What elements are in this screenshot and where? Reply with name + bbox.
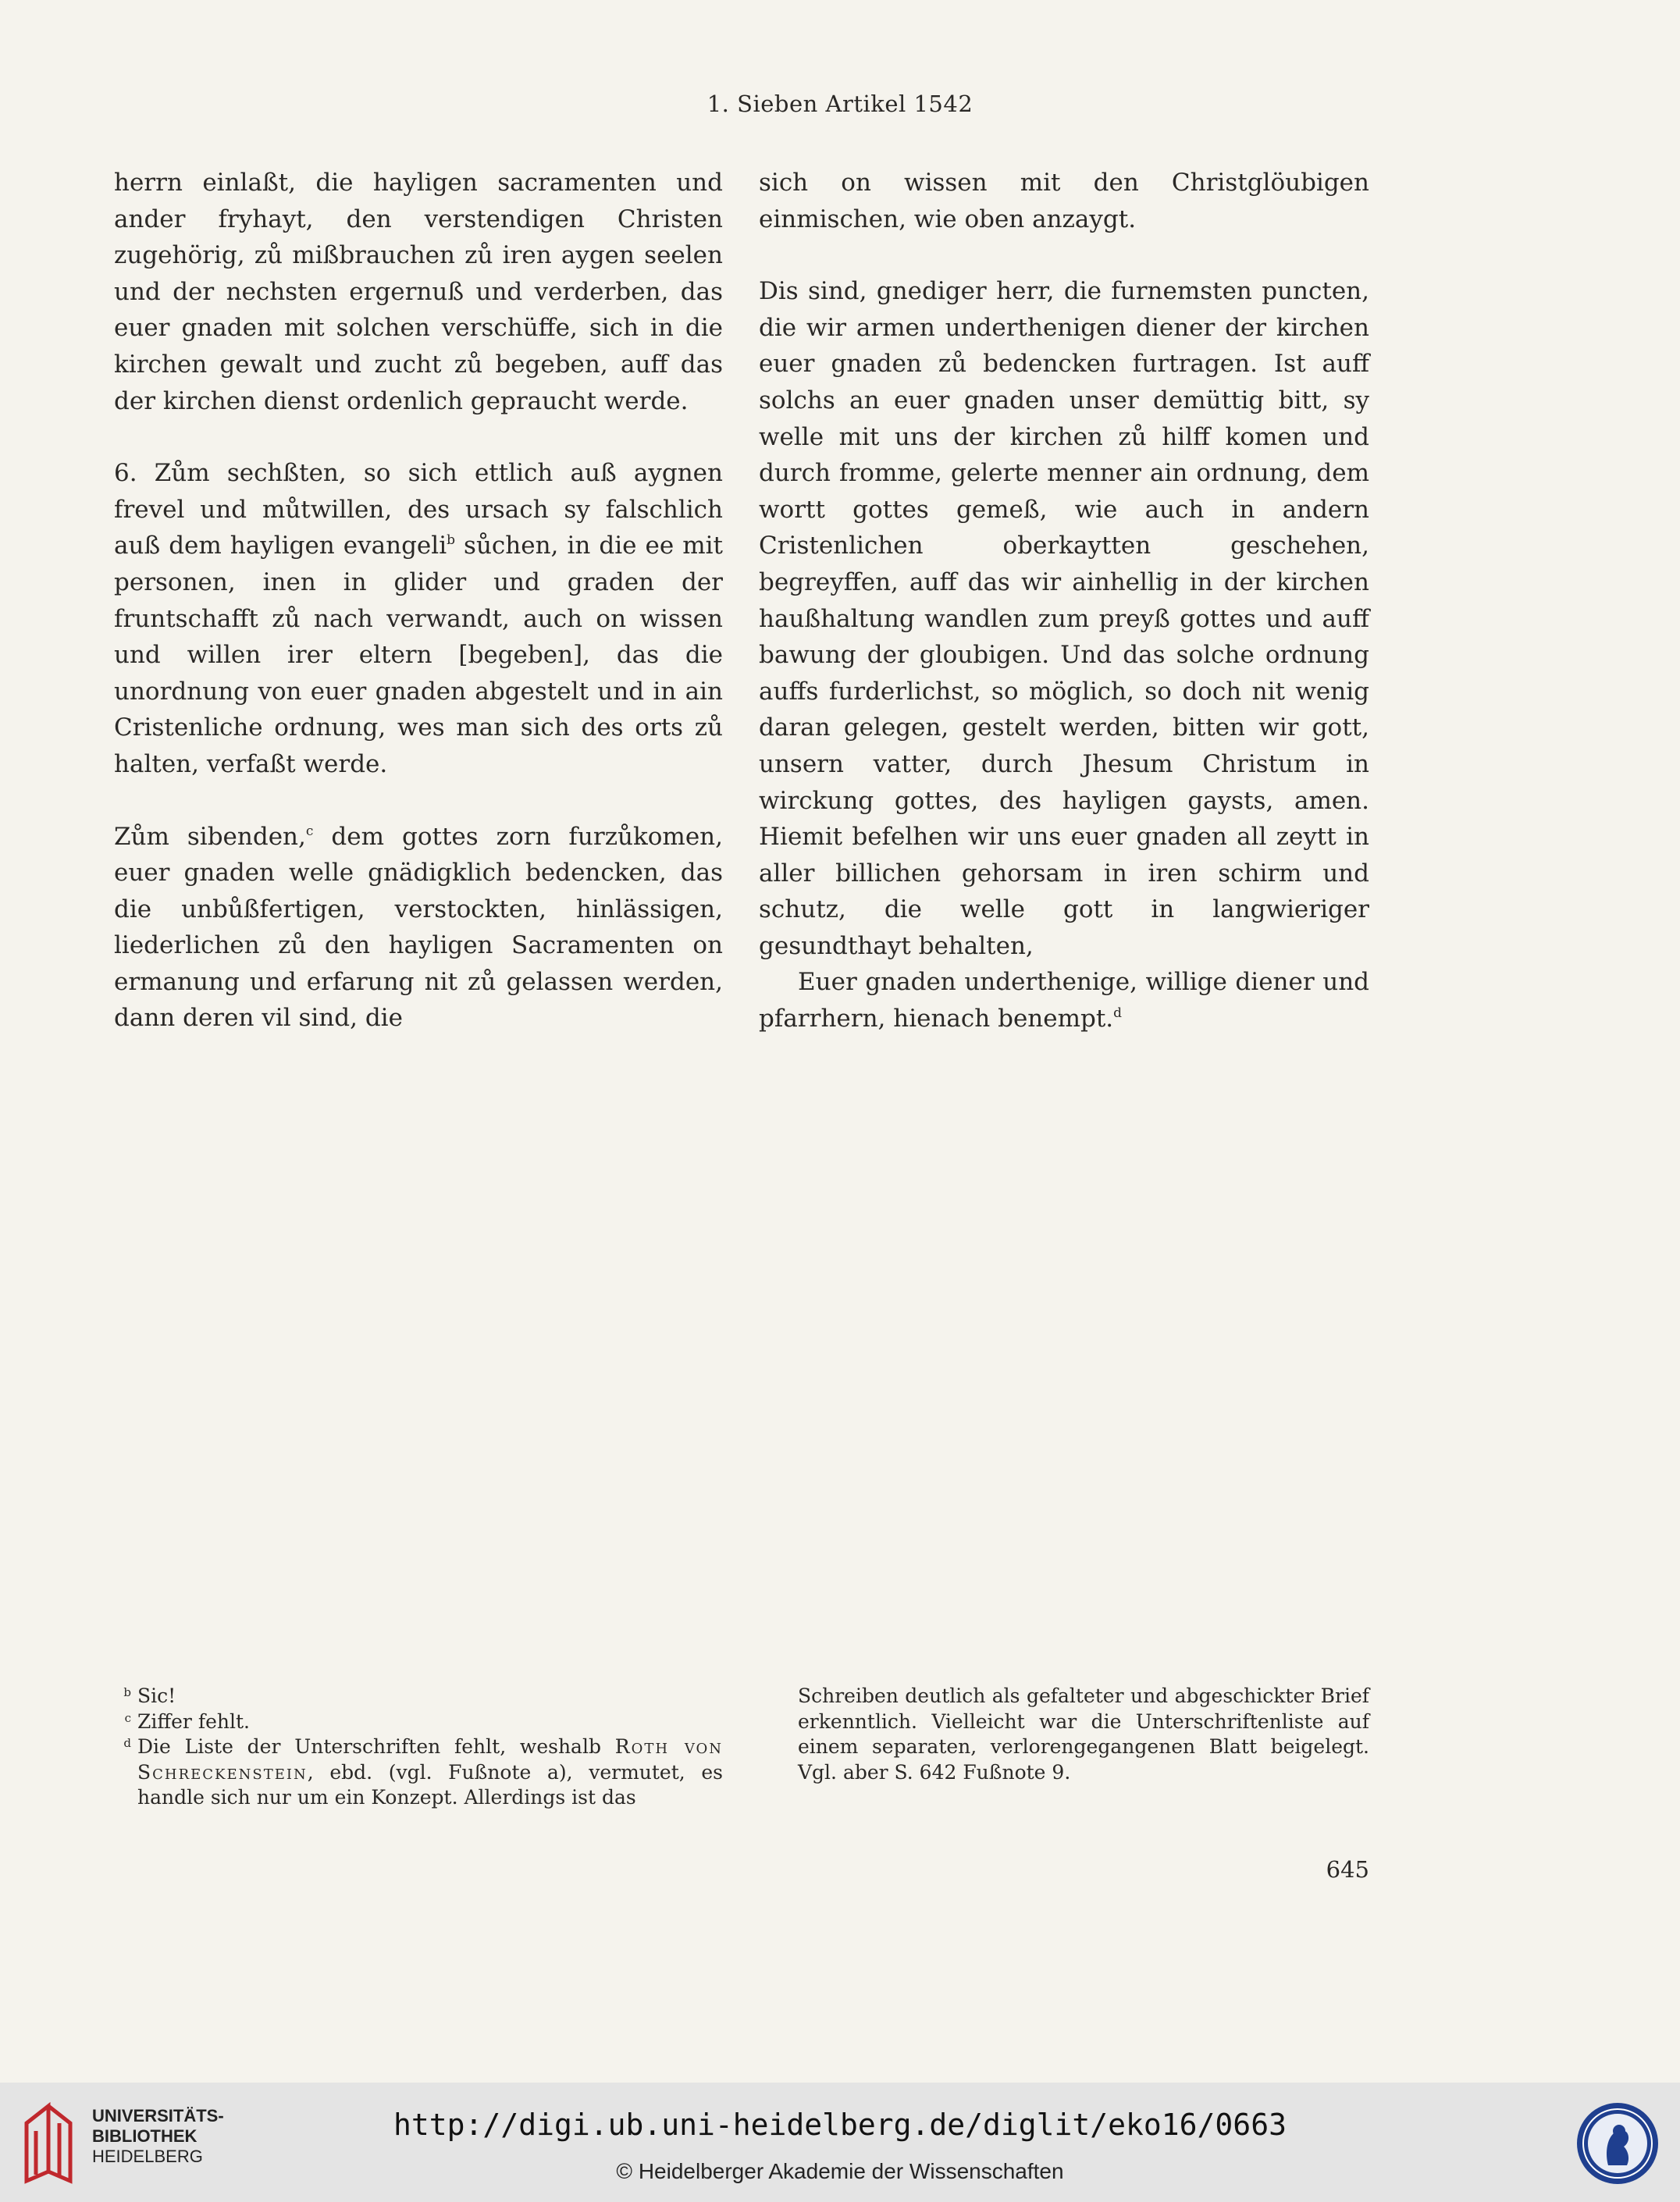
- footnote-mark: d: [123, 1736, 131, 1750]
- author-name: Roth von Schreckenstein: [137, 1735, 724, 1784]
- footnote-ref[interactable]: d: [1113, 1005, 1123, 1022]
- paragraph: Zům sibenden,$^c$ dem gottes zorn furzůkomen, euer gnaden welle gnädigklich bedencken, das die unbůßfertigen, verstockten, hinlässigen, liederlichen zů den hayligen Sacramenten on ermanung und erfarung nit zů gelassen werden, dann deren vil sind, die: [114, 822, 723, 1033]
- paragraph: sich on wissen mit den Christglöubigen einmischen, wie oben anzaygt.: [759, 169, 1369, 233]
- paragraph: Dis sind, gnediger herr, die furnemsten puncten, die wir armen underthenigen diener der kirchen euer gnaden zů bedencken furtragen. Ist auff solchs an euer gnaden unser demüttig bitt, sy welle mit uns der kirchen zů hilff komen und durch fromme, gelerte menner ain ordnung, dem wortt gottes gemeß, wie auch in andern Cristenlichen oberkaytten geschehen, begreyffen, auff das wir ainhellig in der kirchen haußhaltung wandlen zum preyß gottes und auff bawung der gloubigen. Und das solche ordnung auffs furderlichst, so möglich, so doch nit wenig daran gelegen, gestelt werden, bitten wir gott, unsern vatter, durch Jhesum Christum in wirckung gottes, des hayligen gaysts, amen. Hiemit befelhen wir uns euer gnaden all zeytt in aller billichen gehorsam in iren schirm und schutz, die welle gott in langwieriger gesundthayt behalten,: [759, 277, 1369, 960]
- footnote: [114, 1734, 723, 1811]
- footnote-text: Die Liste der Unterschriften fehlt, weshalb Roth von Schreckenstein, ebd. (vgl. Fußnote a), vermutet, es handle sich nur um ein Konzept. Allerdings ist das: [137, 1735, 724, 1809]
- running-header: 1. Sieben Artikel 1542: [707, 91, 973, 117]
- copyright-notice: © Heidelberger Akademie der Wissenschaften: [616, 2159, 1064, 2183]
- library-logo-text: UNIVERSITÄTS- BIBLIOTHEK HEIDELBERG: [92, 2106, 224, 2166]
- footnote-ref[interactable]: c: [305, 823, 314, 839]
- left-text-column: [114, 165, 723, 1037]
- viewer-footer-bar: [0, 2083, 1680, 2202]
- footnote-text: Ziffer fehlt.: [137, 1709, 250, 1733]
- paragraph: 6. Zům sechßten, so sich ettlich auß aygnen frevel und můtwillen, des ursach sy falschlich auß dem hayligen evangeli$^b$ sůchen, in die ee mit personen, inen in glider und graden der fruntschafft zů nach verwandt, auch on wissen und willen irer eltern [begeben], das die unordnung von euer gnaden abgestelt und in ain Cristenliche ordnung, wes man sich des orts zů halten, verfaßt werde.: [114, 459, 723, 778]
- footnote-text: Sic!: [137, 1684, 176, 1707]
- paragraph: Euer gnaden underthenige, willige diener und pfarrhern, hienach benempt.$^d$: [759, 968, 1369, 1033]
- footnote: [114, 1709, 723, 1735]
- footnote-mark: c: [124, 1710, 131, 1725]
- paragraph: herrn einlaßt, die hayligen sacramenten und ander fryhayt, den verstendigen Christen zugehörig, zů mißbrauchen zů iren aygen seelen und der nechsten ergernuß und verderben, das euer gnaden mit solchen verschüffe, sich in die kirchen gewalt und zucht zů begeben, auff das der kirchen dienst ordenlich gepraucht werde.: [114, 169, 723, 415]
- footnotes-left: [114, 1684, 723, 1811]
- right-text-column: [759, 165, 1369, 1037]
- academy-seal-icon: [1574, 2100, 1661, 2187]
- footnote-mark: b: [123, 1685, 131, 1699]
- footnote: [114, 1684, 723, 1709]
- footnote-ref[interactable]: b: [447, 532, 456, 549]
- footnote-continuation: Schreiben deutlich als gefalteter und abgeschickter Brief erkenntlich. Vielleicht war die Unterschriftenliste auf einem separaten, verlorengegangenen Blatt beigelegt. Vgl. aber S. 642 Fußnote 9.: [798, 1684, 1369, 1784]
- page-number: 645: [1326, 1856, 1369, 1883]
- permalink-url[interactable]: http://digi.ub.uni-heidelberg.de/diglit/eko16/0663: [393, 2108, 1287, 2142]
